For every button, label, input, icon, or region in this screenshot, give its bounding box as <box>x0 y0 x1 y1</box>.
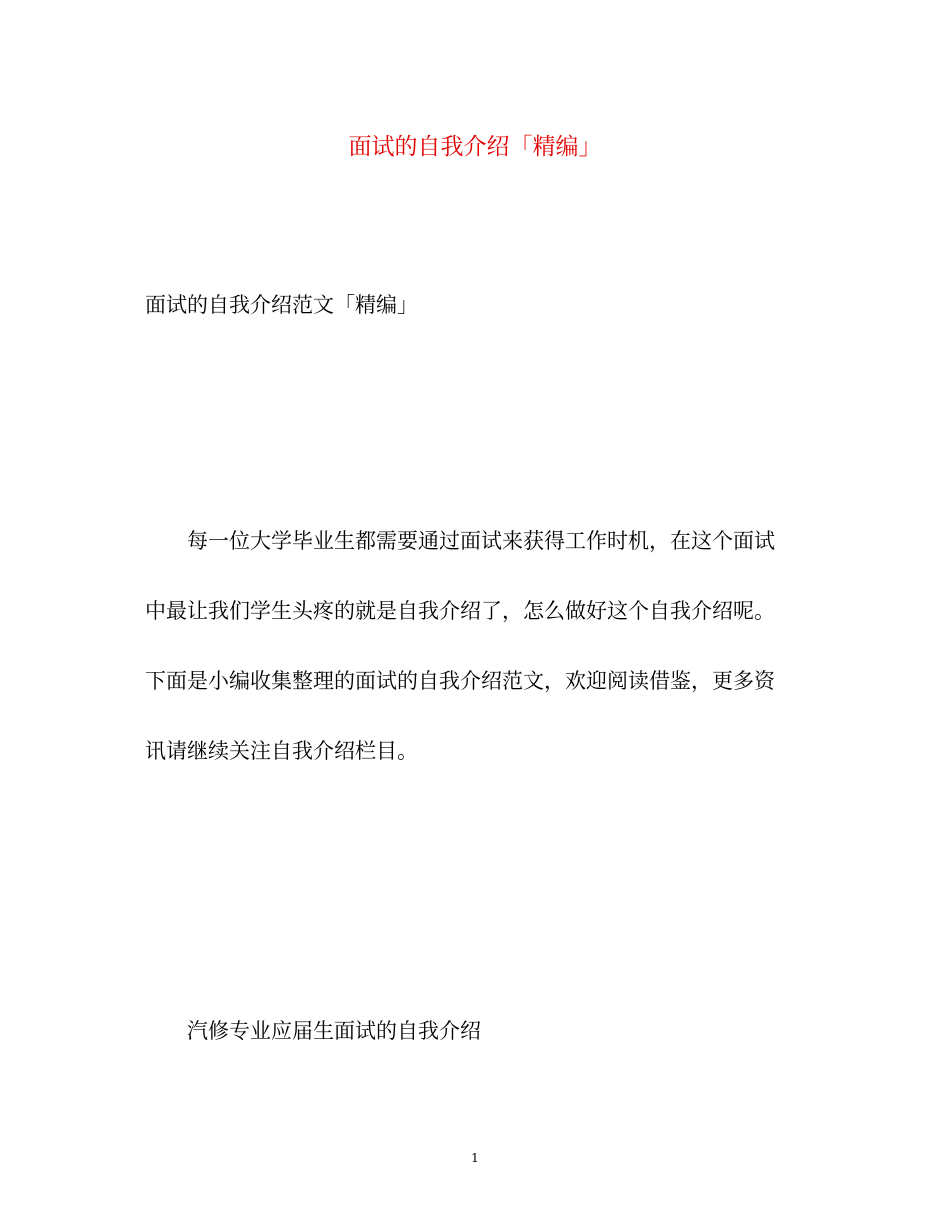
paragraph-line: 下面是小编收集整理的面试的自我介绍范文，欢迎阅读借鉴，更多资 <box>145 669 775 693</box>
intro-paragraph <box>145 506 810 786</box>
section-heading: 汽修专业应届生面试的自我介绍 <box>187 1019 481 1043</box>
page-number: 1 <box>471 1151 479 1165</box>
paragraph-line: 每一位大学毕业生都需要通过面试来获得工作时机，在这个面试 <box>187 529 775 553</box>
document-subtitle: 面试的自我介绍范文「精编」 <box>145 293 418 317</box>
document-title: 面试的自我介绍「精编」 <box>348 134 602 160</box>
paragraph-line: 讯请继续关注自我介绍栏目。 <box>145 739 418 763</box>
paragraph-line: 中最让我们学生头疼的就是自我介绍了，怎么做好这个自我介绍呢。 <box>145 599 775 623</box>
